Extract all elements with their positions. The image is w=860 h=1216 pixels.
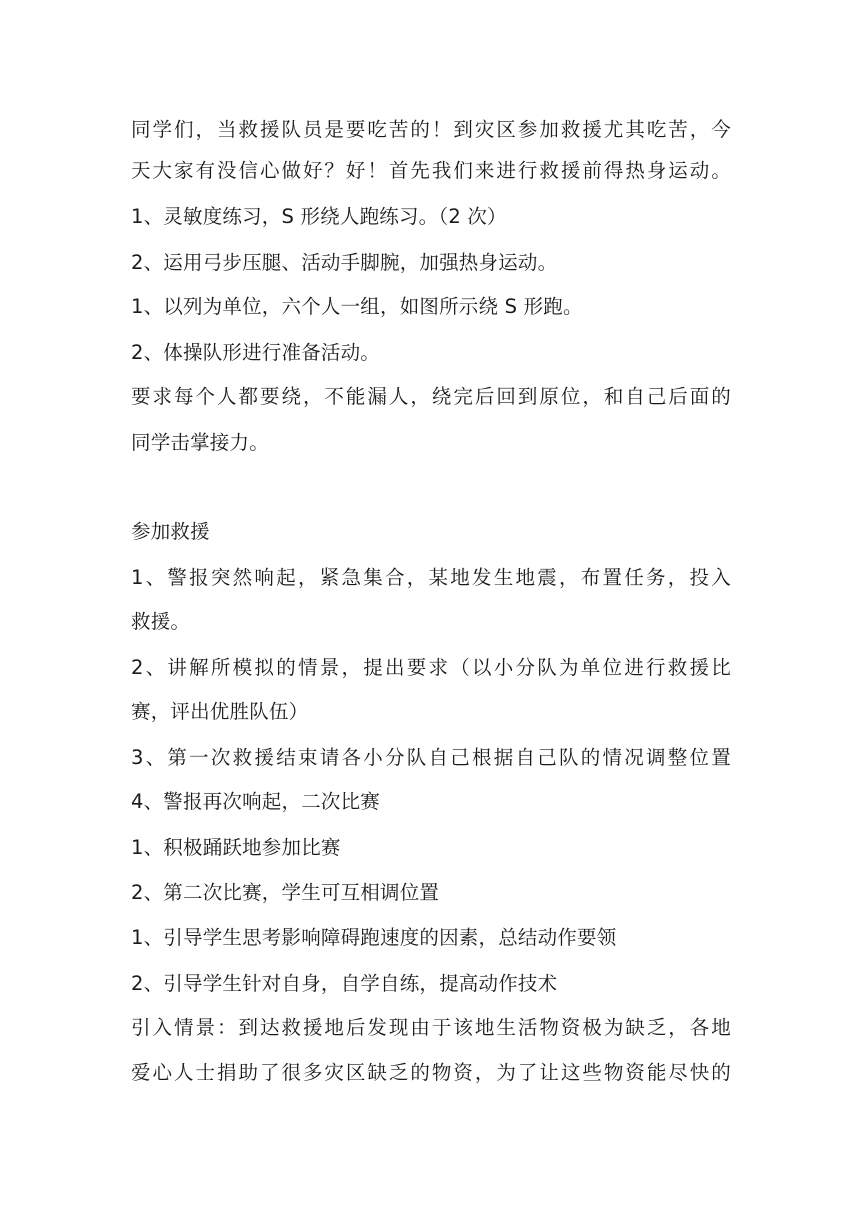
- paragraph-line: 1、以列为单位，六个人一组，如图所示绕 S 形跑。: [131, 295, 583, 318]
- paragraph-line: 赛，评出优胜队伍）: [131, 700, 309, 723]
- section-heading: 参加救援: [131, 520, 210, 543]
- paragraph-line: 同学们，当救援队员是要吃苦的！到灾区参加救援尤其吃苦，今: [131, 118, 731, 141]
- paragraph-line: 2、第二次比赛，学生可互相调位置: [131, 881, 440, 904]
- paragraph-line: 1、警报突然响起，紧急集合，某地发生地震，布置任务，投入: [131, 566, 731, 589]
- paragraph-line: 2、运用弓步压腿、活动手脚腕，加强热身运动。: [131, 251, 558, 274]
- paragraph-line: 同学击掌接力。: [131, 431, 269, 454]
- paragraph-line: 天大家有没信心做好？好！首先我们来进行救援前得热身运动。: [131, 159, 731, 182]
- paragraph-line: 1、引导学生思考影响障碍跑速度的因素，总结动作要领: [131, 926, 617, 949]
- paragraph-line: 2、引导学生针对自身，自学自练，提高动作技术: [131, 972, 558, 995]
- paragraph-line: 2、讲解所模拟的情景，提出要求（以小分队为单位进行救援比: [131, 656, 731, 679]
- paragraph-line: 引入情景：到达救援地后发现由于该地生活物资极为缺乏，各地: [131, 1016, 731, 1039]
- paragraph-line: 救援。: [131, 610, 191, 633]
- paragraph-line: 要求每个人都要绕，不能漏人，绕完后回到原位，和自己后面的: [131, 385, 731, 408]
- paragraph-line: 1、灵敏度练习，S 形绕人跑练习。（2 次）: [131, 205, 507, 228]
- paragraph-line: 3、第一次救援结束请各小分队自己根据自己队的情况调整位置: [131, 746, 731, 769]
- paragraph-line: 2、体操队形进行准备活动。: [131, 341, 381, 364]
- paragraph-line: 爱心人士捐助了很多灾区缺乏的物资，为了让这些物资能尽快的: [131, 1061, 731, 1084]
- paragraph-line: 1、积极踊跃地参加比赛: [131, 836, 341, 859]
- paragraph-line: 4、警报再次响起，二次比赛: [131, 790, 381, 813]
